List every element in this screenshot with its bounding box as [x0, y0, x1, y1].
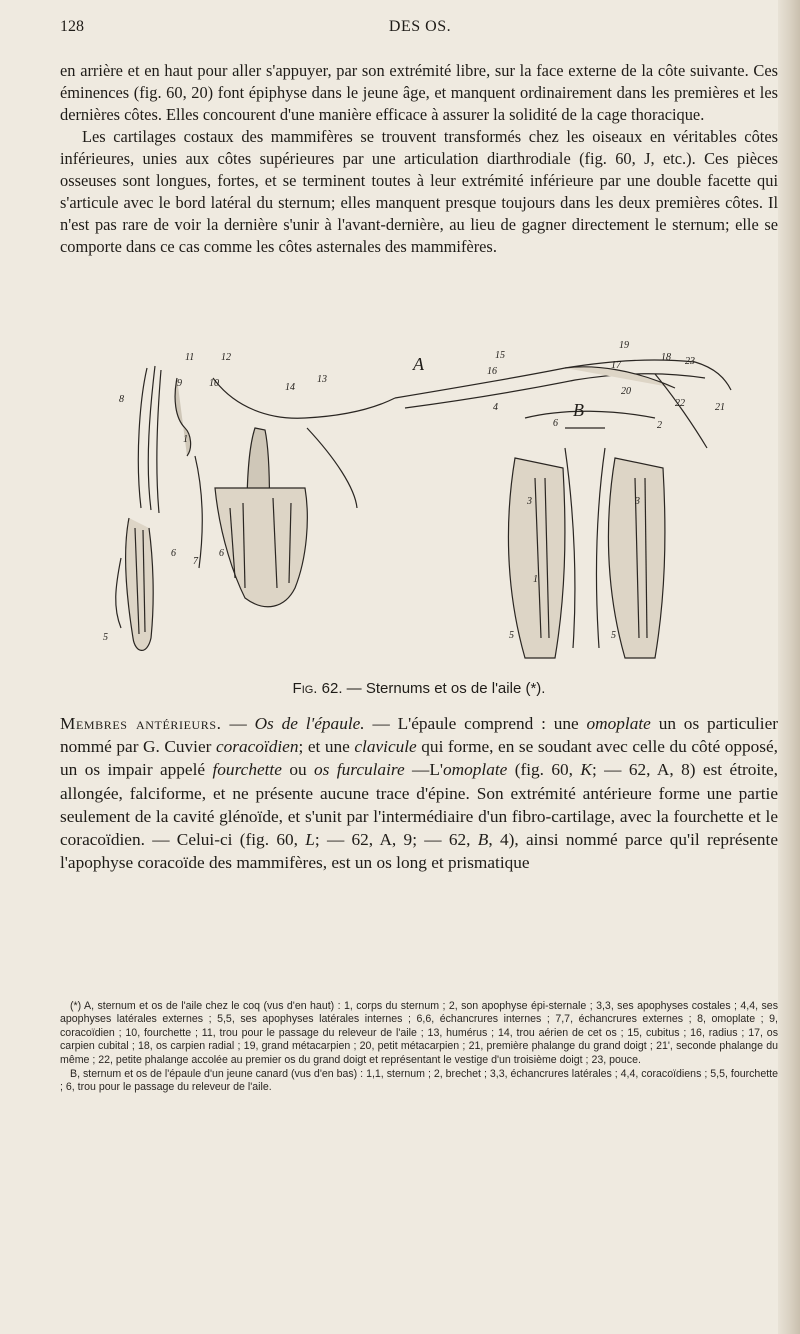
section-lead: Membres antérieurs. [60, 714, 222, 733]
term-omoplate: omoplate [586, 714, 651, 733]
page-edge [778, 0, 800, 1334]
figure-number: Fig. 62. [292, 680, 343, 697]
sternum-a-drawing [213, 378, 395, 607]
left-wing-drawing [116, 366, 203, 650]
figure-label-2: 2 [657, 420, 662, 431]
figure-label-19: 19 [619, 340, 629, 351]
term-fourchette: fourchette [212, 760, 282, 780]
figure-label-1: 1 [183, 434, 188, 445]
figure-caption [60, 680, 778, 697]
footnotes [60, 1000, 778, 1096]
figure-sternums-wing-bones [95, 338, 745, 676]
figure-caption-text: — Sternums et os de l'aile (*). [346, 680, 546, 697]
section-membres-anterieurs [60, 712, 778, 874]
figure-label-6-b: 6 [553, 418, 558, 429]
figure-label-18: 18 [661, 352, 671, 363]
figure-label-13: 13 [317, 374, 327, 385]
figure-label-17: 17 [611, 360, 621, 371]
figure-label-22: 22 [675, 398, 685, 409]
figure-label-23: 23 [685, 356, 695, 367]
figure-label-b: B [573, 400, 584, 420]
footnote-b: B, sternum et os de l'épaule d'un jeune canard (vus d'en bas) : 1,1, sternum ; 2, brechet ; 3,3, échancrures latérales ; 4,4, coracoïdiens ; 5,5, fourchette ; 6, trou pour le passage du releveur de l'aile. [60, 1068, 778, 1094]
figure-label-9: 9 [177, 378, 182, 389]
running-title: DES OS. [388, 18, 452, 35]
figure-label-a: A [413, 354, 424, 374]
ref-l: L [305, 830, 315, 850]
figure-label-6-left: 6 [171, 548, 176, 559]
figure-label-8-left: 8 [119, 394, 124, 405]
ref-b: B [477, 830, 489, 850]
figure-label-3-right: 3 [635, 496, 640, 507]
figure-label-5-b-right: 5 [611, 630, 616, 641]
figure-label-5-b-left: 5 [509, 630, 514, 641]
paragraph-2: Les cartilages costaux des mammifères se trouvent transformés chez les oiseaux en véritables côtes inférieures, unies aux côtes supérieures par une articulation diarthrodiale (fig. 60, J, etc.). Ces pièces osseuses sont longues, fortes, et se terminent toutes à leur extrémité inférieure par une double facette qui s'articule avec le bord latéral du sternum; elles manquent presque toujours dans les deux premières côtes. Il n'est pas rare de voir la dernière s'unir à l'avant-dernière, au lieu de gagner directement le sternum; elle se comporte dans ce cas comme les côtes asternales des mammifères. [60, 127, 778, 256]
figure-label-12: 12 [221, 352, 231, 363]
figure-label-1-b: 1 [533, 574, 538, 585]
figure-label-14: 14 [285, 382, 295, 393]
sternum-b-drawing [508, 411, 665, 658]
figure-label-4-b: 4 [493, 402, 498, 413]
body-text [60, 60, 778, 258]
term-coracoidien: coracoïdien [215, 737, 299, 757]
term-clavicule: clavicule [354, 737, 417, 757]
figure-label-15: 15 [495, 350, 505, 361]
ref-k: K [580, 760, 592, 780]
figure-label-16: 16 [487, 366, 497, 377]
page-header [60, 18, 780, 42]
term-os-furculaire: os furculaire [314, 760, 405, 780]
figure-label-3-left: 3 [527, 496, 532, 507]
figure-label-6-right: 6 [219, 548, 224, 559]
term-omoplate-2: omoplate [442, 760, 508, 780]
figure-label-11: 11 [185, 352, 195, 363]
figure-label-7: 7 [193, 556, 198, 567]
footnote-a: (*) A, sternum et os de l'aile chez le coq (vus d'en haut) : 1, corps du sternum ; 2, son apophyse épi-sternale ; 3,3, ses apophyses costales ; 4,4, ses apophyses latérales externes ; 5,5, ses apophyses latérales internes ; 6,6, échancrures internes ; 7,7, échancrures externes ; 8, omoplate ; 9, coracoïdien ; 10, fourchette ; 11, trou pour le passage du releveur de l'aile ; 13, humérus ; 14, trou aérien de cet os ; 15, cubitus ; 16, radius ; 17, os carpien cubital ; 18, os carpien radial ; 19, grand métacarpien ; 20, petit métacarpien ; 21, première phalange du grand doigt ; 21', seconde phalange du même ; 22, petite phalange accolée au premier os du grand doigt et représentant le vestige d'un troisième doigt ; 23, pouce. [60, 1000, 778, 1066]
paragraph-1: en arrière et en haut pour aller s'appuyer, par son extrémité libre, sur la face externe de la côte suivante. Ces éminences (fig. 60, 20) font épiphyse dans le jeune âge, et manquent ordinairement dans les premières et les dernières côtes. Elles concourent d'une manière efficace à assurer la solidité de la cage thoracique. [60, 61, 778, 124]
page-number: 128 [60, 18, 84, 35]
section-title: Os de l'épaule. [254, 714, 365, 733]
figure-label-5: 5 [103, 632, 108, 643]
figure-label-21: 21 [715, 402, 725, 413]
section-paragraph: Membres antérieurs. — Os de l'épaule. — L'épaule comprend : une omoplate un os particulier nommé par G. Cuvier coracoïdien; et une clavicule qui forme, en se soudant avec celle du côté opposé, un os impair appelé fourchette ou os furculaire —L'omoplate (fig. 60, K; — 62, A, 8) est étroite, allongée, falciforme, et ne présente aucune trace d'épine. Son extrémité antérieure forme une partie seulement de la cavité glénoïde, et s'unit par l'intermédiaire d'un fibro-cartilage, avec la fourchette et le coracoïdien. — Celui-ci (fig. 60, L; — 62, A, 9; — 62, B, 4), ainsi nommé parce qu'il représente l'apophyse coracoïde des mammifères, est un os long et prismatique [60, 714, 779, 873]
figure-label-20: 20 [621, 386, 631, 397]
figure-label-10: 10 [209, 378, 219, 389]
